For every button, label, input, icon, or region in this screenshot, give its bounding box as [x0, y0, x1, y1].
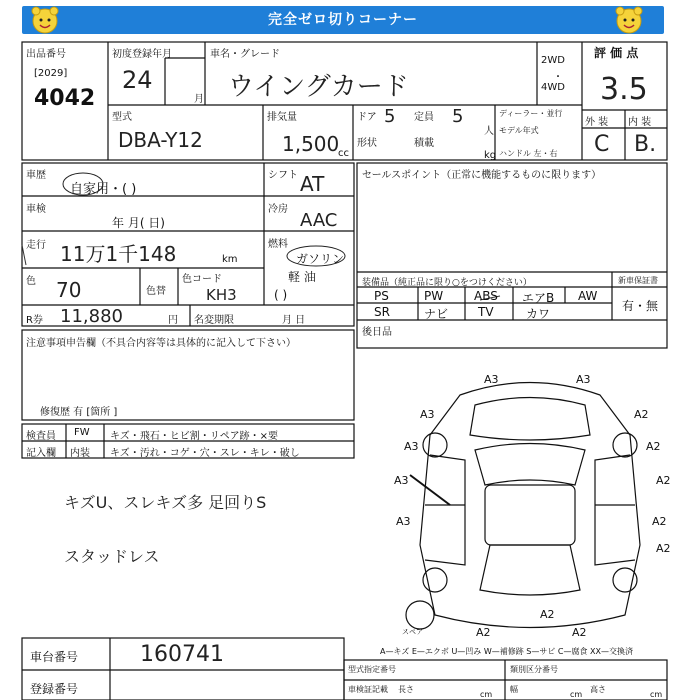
- banner-title: 完全ゼロ切りコーナー: [268, 12, 418, 28]
- equipment-item: TV: [478, 305, 494, 319]
- first-reg-year: 24: [122, 66, 153, 94]
- damage-mark: A3: [396, 515, 411, 528]
- yen-label: 円: [168, 315, 178, 326]
- drive-dot: ・: [553, 72, 563, 83]
- type-id-label: 類別区分番号: [510, 665, 558, 674]
- shift-value: AT: [300, 172, 325, 196]
- equipment-item: エアB: [522, 291, 555, 305]
- load-label: 積載: [414, 138, 434, 149]
- shift-label: シフト: [268, 170, 298, 181]
- warranty-value: 有・無: [622, 299, 659, 313]
- color-code-label: 色コード: [182, 274, 222, 285]
- damage-mark: A3: [576, 373, 591, 386]
- capacity-label: 定員: [414, 112, 434, 123]
- equipment-item: SR: [374, 305, 390, 319]
- spare-label: スペア: [402, 628, 423, 636]
- color-code-value: KH3: [206, 286, 237, 304]
- score-value: 3.5: [600, 72, 648, 107]
- reg-label: 登録番号: [30, 682, 79, 696]
- equipment-item: ABS: [474, 289, 498, 303]
- damage-mark: A2: [476, 626, 491, 639]
- damage-mark: A3: [394, 474, 409, 487]
- lot-label: 出品番号: [26, 49, 66, 60]
- drive-2wd: 2WD: [541, 55, 565, 66]
- category-value: 自家用・( ): [70, 182, 137, 197]
- int-value: B.: [634, 132, 657, 157]
- repair-label: 修復歴 有 [箇所 ]: [40, 407, 118, 418]
- inspector-label: 検査員: [26, 431, 56, 442]
- fuel-other: ( ): [274, 288, 288, 302]
- circle-mark: [62, 172, 104, 196]
- lot-number: 4042: [34, 86, 96, 111]
- fuel-diesel: 軽 油: [288, 270, 316, 284]
- handwritten-note: スタッドレス: [64, 547, 160, 566]
- fuel-gasoline: ガソリン: [296, 252, 345, 266]
- equipment-item: ナビ: [424, 307, 449, 321]
- legend: A—キズ E—エクボ U—凹み W—補修跡 S—サビ C—腐食 XX—交換済: [380, 647, 634, 656]
- recycle-value: 11,880: [60, 306, 123, 327]
- name-change-fields: 月 日: [282, 315, 306, 326]
- cm-unit: cm: [480, 690, 493, 699]
- ext-value: C: [594, 132, 610, 157]
- equipment-item: PW: [424, 289, 444, 303]
- dealer-label: ディーラー・並行: [499, 109, 563, 118]
- displacement-label: 排気量: [267, 112, 297, 123]
- recycle-label: R券: [26, 315, 43, 326]
- notes-label: 注意事項申告欄（不具合内容等は具体的に記入して下さい）: [26, 338, 296, 349]
- ext-label: 外 装: [585, 117, 609, 128]
- model-label: 型式: [112, 112, 132, 123]
- name-change-label: 名変期限: [194, 315, 234, 326]
- drive-4wd: 4WD: [541, 82, 565, 93]
- height-label: 高さ: [590, 685, 606, 694]
- fuel-label: 燃料: [268, 239, 288, 250]
- color-value: 70: [56, 278, 82, 302]
- kg-unit: kg: [484, 150, 497, 161]
- length-label: 長さ: [398, 685, 414, 694]
- color-change-label: 色替: [146, 286, 166, 297]
- mileage-value: 11万1千148: [60, 242, 177, 266]
- width-label: 幅: [510, 685, 518, 694]
- circle-mark: [286, 244, 346, 268]
- cm-unit: cm: [650, 690, 663, 699]
- car-name: ウイングカード: [228, 72, 409, 102]
- car-diagram: [380, 365, 680, 645]
- damage-mark: A3: [484, 373, 499, 386]
- retrofit-label: 後日品: [362, 327, 392, 338]
- type-cert-label: 型式指定番号: [348, 665, 396, 674]
- int-label: 内装: [70, 448, 90, 459]
- damage-mark: A3: [420, 408, 435, 421]
- reg-cert-label: 車検証記載: [348, 685, 388, 694]
- int-label: 内 装: [628, 117, 652, 128]
- damage-mark: A2: [656, 474, 671, 487]
- color-label: 色: [26, 276, 36, 287]
- month-label: 月: [194, 94, 204, 105]
- inspection-label: 車検: [26, 204, 46, 215]
- equipment-label: 装備品（純正品に限り○をつけください）: [362, 278, 532, 288]
- first-reg-label: 初度登録年月: [112, 49, 172, 60]
- capacity-value: 5: [452, 106, 464, 127]
- chassis-value: 160741: [140, 642, 224, 667]
- chassis-label: 車台番号: [30, 650, 79, 664]
- person-unit: 人: [484, 126, 494, 137]
- km-unit: km: [222, 254, 238, 265]
- equipment-item: PS: [374, 289, 389, 303]
- model-value: DBA-Y12: [118, 128, 203, 152]
- car-name-label: 車名・グレード: [210, 49, 280, 60]
- score-label: 評 価 点: [594, 46, 639, 60]
- entry-label: 記入欄: [26, 448, 56, 459]
- damage-mark: A2: [634, 408, 649, 421]
- shape-label: 形状: [357, 138, 377, 149]
- cooling-value: AAC: [300, 210, 338, 231]
- equipment-item: カワ: [526, 307, 551, 321]
- fw-label: FW: [74, 427, 90, 438]
- damage-mark: A3: [404, 440, 419, 453]
- handle-label: ハンドル 左・右: [499, 149, 558, 158]
- sales-point-label: セールスポイント（正常に機能するものに限ります）: [362, 170, 602, 181]
- damage-mark: A2: [646, 440, 661, 453]
- cm-unit: cm: [570, 690, 583, 699]
- mileage-label: 走行: [26, 240, 46, 251]
- damage-mark: A2: [656, 542, 671, 555]
- displacement-value: 1,500: [282, 132, 340, 156]
- category-label: 車歴: [26, 170, 46, 181]
- damage-mark: A2: [540, 608, 555, 621]
- handwritten-note: キズU、スレキズ多 足回りS: [64, 493, 267, 512]
- damage-mark: A2: [652, 515, 667, 528]
- model-year-label: モデル年式: [499, 126, 539, 135]
- warranty-label: 新車保証書: [618, 276, 658, 285]
- door-value: 5: [384, 106, 396, 127]
- cooling-label: 冷房: [268, 204, 288, 215]
- fw-items: キズ・飛石・ヒビ割・リペア跡・×要: [110, 431, 278, 442]
- lot-sub: [2029]: [34, 68, 68, 79]
- cc-unit: cc: [338, 148, 349, 159]
- inspection-fields: 年 月( 日): [112, 216, 165, 230]
- damage-mark: A2: [572, 626, 587, 639]
- int-items: キズ・汚れ・コゲ・穴・スレ・キレ・破し: [110, 448, 300, 459]
- equipment-item: AW: [578, 289, 598, 303]
- door-label: ドア: [357, 112, 377, 123]
